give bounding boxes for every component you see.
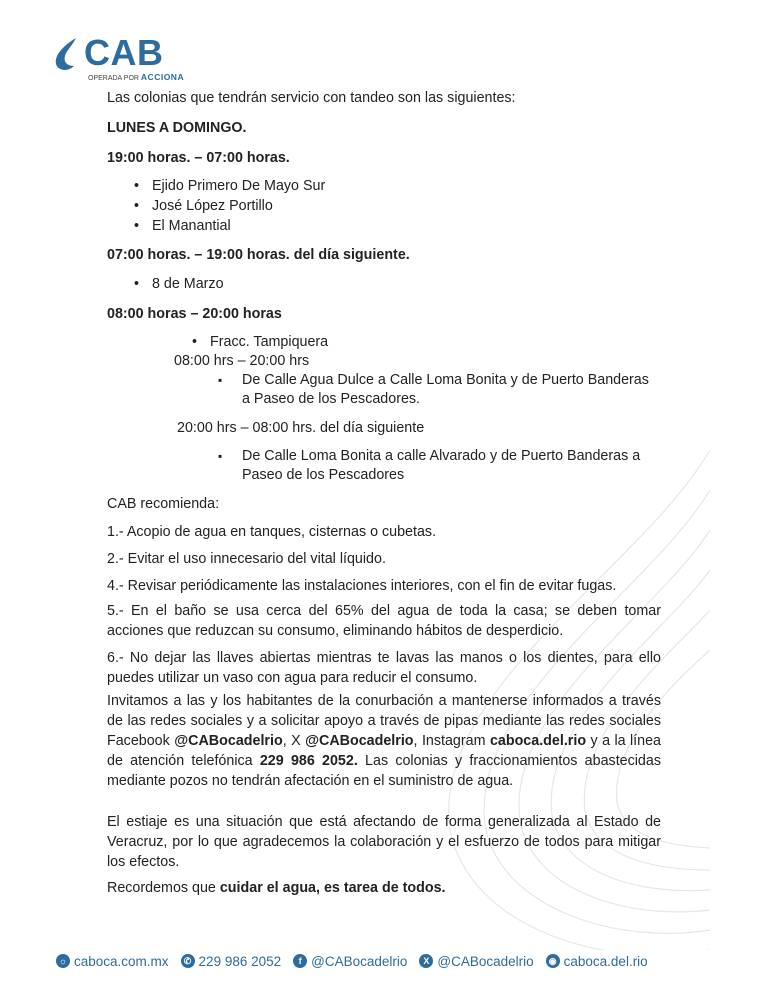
x-icon: X — [419, 954, 433, 968]
footer-facebook[interactable]: f @CABocadelrio — [293, 954, 407, 969]
footer-instagram[interactable]: ◉ caboca.del.rio — [546, 954, 648, 969]
days-heading: LUNES A DOMINGO. — [107, 120, 247, 136]
list-item: • Fracc. Tampiquera — [210, 332, 328, 352]
recommendation-item: 6.- No dejar las llaves abiertas mientras te lavas las manos o los dientes, para ello puedes utilizar un vaso con agua para reducir el consumo. — [107, 650, 661, 686]
list-item: • José López Portillo — [152, 196, 273, 216]
phone-number: 229 986 2052. — [259, 753, 358, 769]
schedule-1-heading: 19:00 horas. – 07:00 horas. — [107, 150, 290, 166]
x-handle: @CABocadelrio — [305, 733, 414, 749]
estiaje-paragraph: El estiaje es una situación que está afectando de forma generalizada al Estado de Veracruz, por lo que agradecemos la colaboración y el esfuerzo de todos para mitigar los efectos. — [107, 814, 661, 870]
recommendation-item: 5.- En el baño se usa cerca del 65% del agua de toda la casa; se deben tomar acciones que reduzcan su consumo, eliminando hábitos de desperdicio. — [107, 603, 661, 639]
globe-icon: ☼ — [56, 954, 70, 968]
footer-contacts — [56, 950, 660, 972]
footer-web[interactable]: ☼ caboca.com.mx — [56, 954, 169, 969]
footer-phone[interactable]: ✆ 229 986 2052 — [181, 954, 282, 969]
water-drop-icon — [52, 36, 82, 72]
closing-line: Recordemos que cuidar el agua, es tarea de todos. — [107, 880, 446, 896]
phone-icon: ✆ — [181, 954, 195, 968]
sub-schedule-2: 20:00 hrs – 08:00 hrs. del día siguiente — [177, 420, 425, 436]
detail-item-cont: a Paseo de los Pescadores. — [242, 391, 421, 407]
detail-item-cont: Paseo de los Pescadores — [242, 467, 405, 483]
recommendation-item: 1.- Acopio de agua en tanques, cisternas o cubetas. — [107, 524, 437, 540]
schedule-3-heading: 08:00 horas – 20:00 horas — [107, 306, 282, 322]
facebook-icon: f — [293, 954, 307, 968]
list-item: • El Manantial — [152, 216, 231, 236]
recommendation-item: 2.- Evitar el uso innecesario del vital líquido. — [107, 551, 386, 567]
list-item: • 8 de Marzo — [152, 274, 224, 294]
footer-x[interactable]: X @CABocadelrio — [419, 954, 533, 969]
instagram-icon: ◉ — [546, 954, 560, 968]
cab-logo — [52, 32, 185, 84]
invitation-paragraph: Invitamos a las y los habitantes de la conurbación a mantenerse informados a través de las redes sociales y a solicitar apoyo a través de pipas mediante las redes sociales Facebook @CABocadelrio, X @CABocadelrio, Instagram caboca.del.rio y a la línea de atención telefónica 229 986 2052. Las colonias y fraccionamientos abastecidas mediante pozos no tendrán afectación en el suministro de agua. — [107, 693, 661, 789]
recommendation-item: 4.- Revisar periódicamente las instalaciones interiores, con el fin de evitar fugas. — [107, 578, 617, 594]
detail-item: ▪ De Calle Agua Dulce a Calle Loma Bonita y de Puerto Banderas — [242, 370, 649, 390]
water-drop-watermark — [410, 430, 768, 950]
logo-brand: CAB — [84, 32, 164, 73]
detail-item: ▪ De Calle Loma Bonita a calle Alvarado y de Puerto Banderas a — [242, 446, 640, 466]
instagram-handle: caboca.del.rio — [489, 733, 587, 749]
sub-schedule-1: 08:00 hrs – 20:00 hrs — [174, 353, 310, 369]
recommendations-title: CAB recomienda: — [107, 496, 220, 512]
list-item: • Ejido Primero De Mayo Sur — [152, 176, 325, 196]
intro-text: Las colonias que tendrán servicio con tandeo son las siguientes: — [107, 90, 516, 106]
logo-subtitle: OPERADA POR ACCIONA — [88, 72, 185, 82]
schedule-2-heading: 07:00 horas. – 19:00 horas. del día siguiente. — [107, 247, 410, 263]
facebook-handle: @CABocadelrio — [174, 733, 283, 749]
